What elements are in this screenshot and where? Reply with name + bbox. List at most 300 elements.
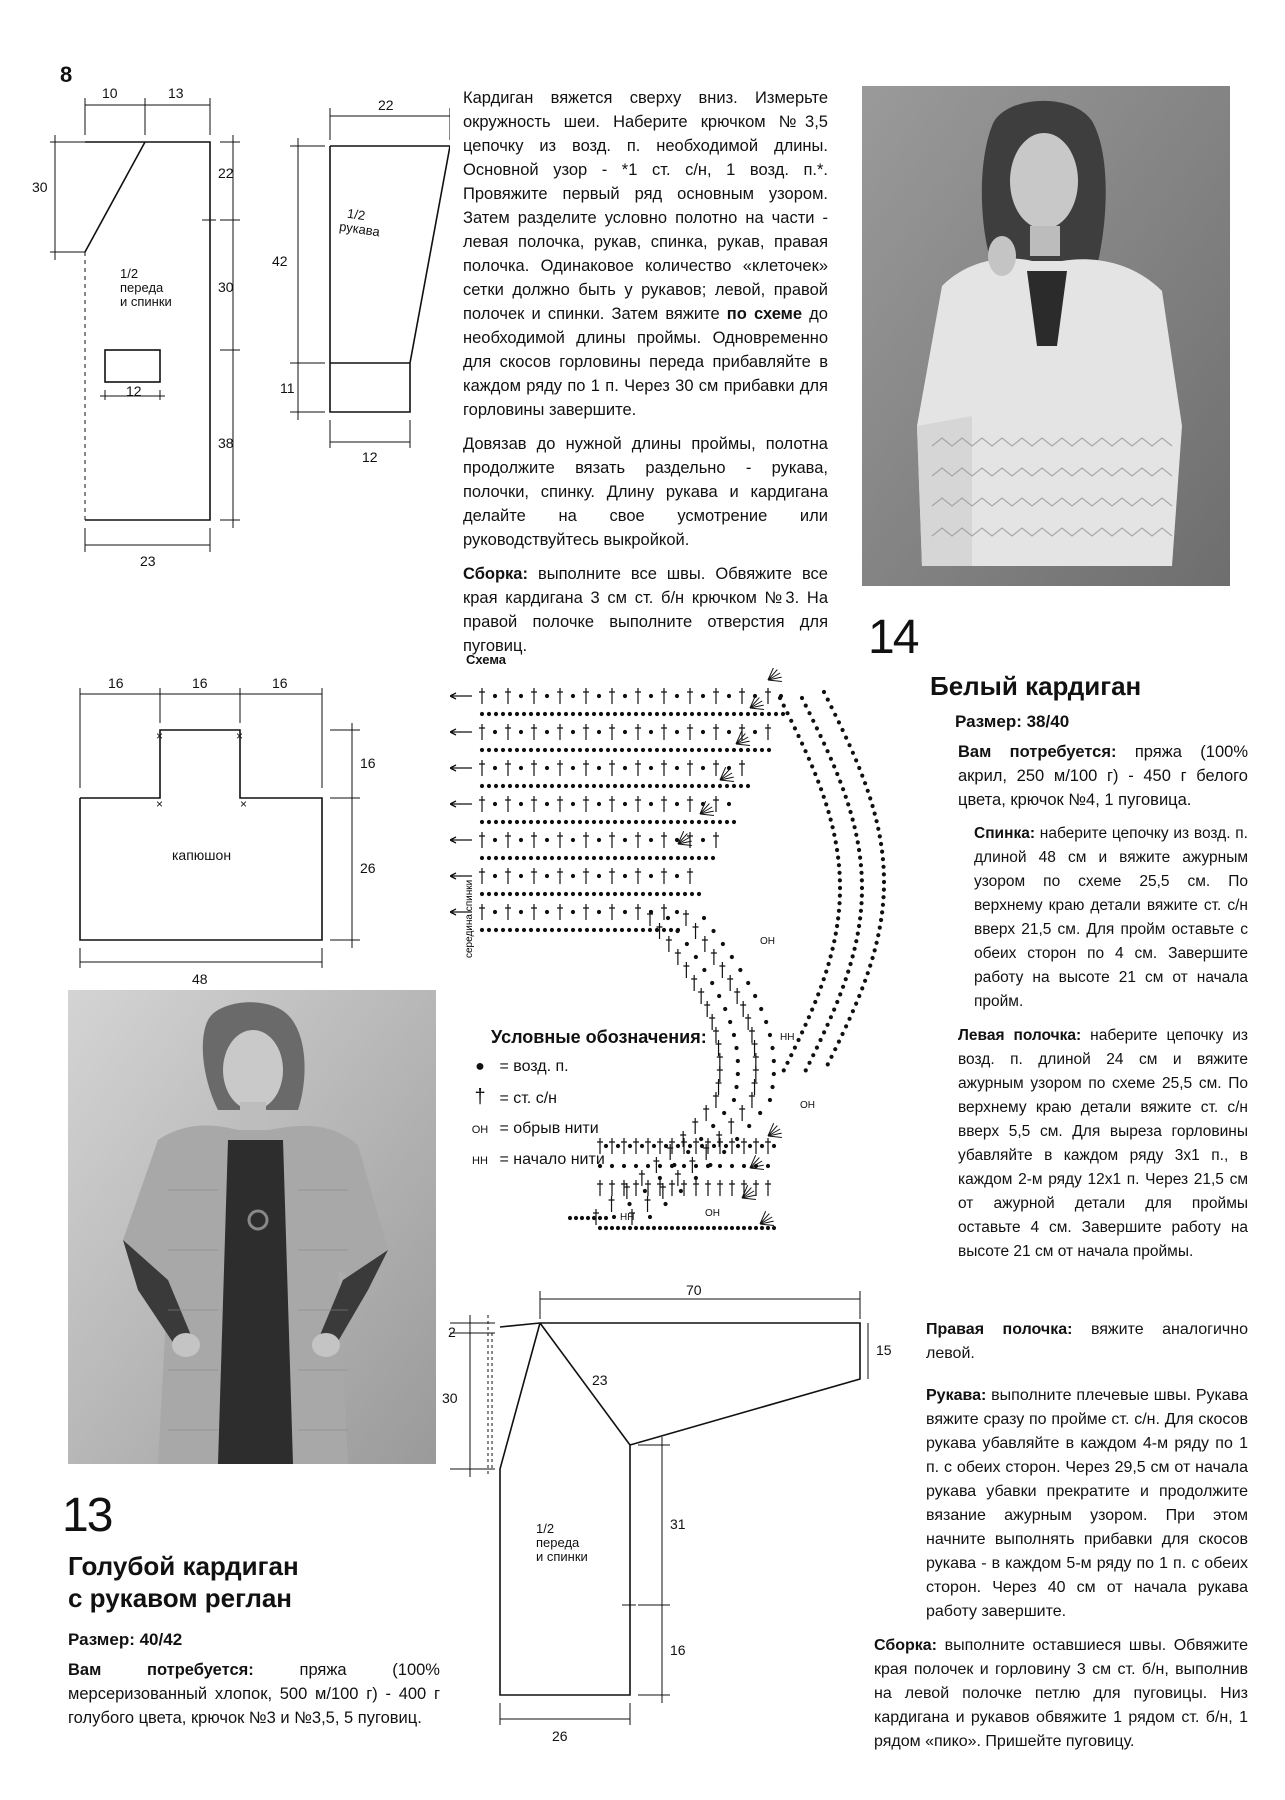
chain-stitch <box>675 730 678 733</box>
chain-stitch <box>851 818 854 821</box>
chain-stitch <box>877 934 880 937</box>
chain-stitch <box>768 1098 771 1101</box>
chain-stitch <box>711 712 714 715</box>
chain-stitch <box>825 803 828 806</box>
raglan-dim-26: 26 <box>552 1728 568 1744</box>
chain-stitch <box>522 892 525 895</box>
chain-stitch <box>620 712 623 715</box>
dc-stitch <box>583 832 589 848</box>
sleeve-dim-left: 42 <box>272 253 288 269</box>
chain-stitch <box>487 712 490 715</box>
chain-stitch <box>826 698 829 701</box>
dc-stitch <box>719 962 725 978</box>
chain-stitch <box>480 784 483 787</box>
legend-on-text: = обрыв нити <box>499 1120 599 1137</box>
chain-stitch <box>847 970 850 973</box>
chain-stitch <box>697 748 700 751</box>
chain-stitch <box>829 1016 832 1019</box>
chain-stitch <box>604 1216 607 1219</box>
chain-stitch <box>690 784 693 787</box>
chain-stitch <box>623 910 626 913</box>
chain-stitch <box>641 748 644 751</box>
chain-stitch <box>754 994 757 997</box>
dc-stitch <box>687 688 693 704</box>
chain-stitch <box>844 1025 847 1028</box>
chain-stitch <box>697 856 700 859</box>
chain-stitch <box>704 748 707 751</box>
chain-stitch <box>623 802 626 805</box>
chain-stitch <box>666 916 669 919</box>
chain-stitch <box>736 1059 739 1062</box>
chain-stitch <box>704 784 707 787</box>
dc-stitch <box>505 868 511 884</box>
chain-stitch <box>786 712 789 715</box>
chain-stitch <box>480 856 483 859</box>
chain-stitch <box>487 856 490 859</box>
chain-stitch <box>493 802 496 805</box>
chain-stitch <box>855 759 858 762</box>
dc-stitch <box>740 1001 746 1017</box>
chain-stitch <box>711 856 714 859</box>
chain-stitch <box>839 780 842 783</box>
dc-stitch <box>635 868 641 884</box>
chain-stitch <box>564 748 567 751</box>
chain-stitch <box>704 820 707 823</box>
fan-stitch <box>736 744 750 745</box>
chain-stitch <box>675 802 678 805</box>
row-arrow <box>450 765 472 771</box>
chain-stitch <box>597 694 600 697</box>
chain-stitch <box>655 784 658 787</box>
chain-stitch <box>878 926 881 929</box>
raglan-dim-16: 16 <box>670 1642 686 1658</box>
chain-stitch <box>623 694 626 697</box>
chain-stitch <box>648 784 651 787</box>
chain-stitch <box>860 894 863 897</box>
chain-stitch <box>841 985 844 988</box>
chain-stitch <box>718 1226 721 1229</box>
fan-stitch <box>768 1136 782 1137</box>
chain-stitch <box>793 727 796 730</box>
dc-stitch <box>687 868 693 884</box>
pattern14-back-label: Спинка: <box>974 825 1035 842</box>
chain-stitch <box>861 987 864 990</box>
chain-stitch <box>622 1226 625 1229</box>
chain-stitch <box>641 892 644 895</box>
chain-stitch <box>627 712 630 715</box>
chain-stitch <box>858 766 861 769</box>
chain-stitch <box>790 1054 793 1057</box>
photo-blue-cardigan <box>68 990 436 1464</box>
chain-stitch <box>623 874 626 877</box>
chain-stitch <box>834 1048 837 1051</box>
chain-stitch <box>822 742 825 745</box>
chain-stitch <box>519 874 522 877</box>
chain-stitch <box>829 757 832 760</box>
dc-stitch <box>691 975 697 991</box>
fan-stitch <box>700 814 714 815</box>
chain-stitch <box>841 788 844 791</box>
chain-stitch <box>772 1226 775 1229</box>
chain-stitch <box>487 892 490 895</box>
chain-stitch <box>727 766 730 769</box>
dc-stitch <box>661 688 667 704</box>
chain-stitch <box>655 748 658 751</box>
chain-stitch <box>732 748 735 751</box>
dc-stitch <box>713 796 719 812</box>
hood-dim-r2: 26 <box>360 860 376 876</box>
chain-stitch <box>641 784 644 787</box>
chain-stitch <box>662 784 665 787</box>
chain-stitch <box>658 1226 661 1229</box>
scheme-mark-nn-2: НН <box>620 1212 635 1223</box>
chain-stitch <box>543 712 546 715</box>
dc-stitch <box>687 796 693 812</box>
dc-stitch <box>635 904 641 920</box>
chain-stitch <box>881 858 884 861</box>
chain-stitch <box>834 713 837 716</box>
chain-stitch <box>550 784 553 787</box>
dc-stitch <box>734 988 740 1004</box>
chain-stitch <box>683 856 686 859</box>
pattern13-text-p2: Довязав до нужной длины проймы, полотна продолжите вязать раздельно - рукава, полочки, спинку. Длину рукава и кардигана делайте на свое усмотрение или руководствуйтесь выкройкой. <box>463 435 828 549</box>
fan-stitch <box>742 1198 756 1199</box>
dc-stitch <box>753 1138 759 1154</box>
dc-stitch <box>683 910 689 926</box>
dc-stitch <box>741 1138 747 1154</box>
pattern13-materials <box>68 1658 440 1730</box>
chain-stitch <box>718 748 721 751</box>
chain-stitch <box>701 838 704 841</box>
dc-stitch <box>645 1180 651 1196</box>
row-arrow <box>450 801 472 807</box>
chain-stitch <box>825 970 828 973</box>
chain-stitch <box>571 730 574 733</box>
chain-stitch <box>585 928 588 931</box>
chain-stitch <box>711 820 714 823</box>
chain-stitch <box>835 848 838 851</box>
chain-stitch <box>838 886 841 889</box>
dc-stitch <box>687 724 693 740</box>
chain-stitch <box>515 928 518 931</box>
dc-stitch <box>669 1180 675 1196</box>
hood-label: капюшон <box>172 847 232 863</box>
chain-stitch <box>822 1031 825 1034</box>
chain-stitch <box>599 856 602 859</box>
hood-dim-b: 16 <box>192 675 208 691</box>
dc-stitch <box>683 962 689 978</box>
chain-stitch <box>585 820 588 823</box>
dc-stitch <box>745 1014 751 1030</box>
chain-stitch <box>869 797 872 800</box>
chain-stitch <box>519 838 522 841</box>
dc-stitch <box>531 832 537 848</box>
dc-stitch <box>657 1180 663 1196</box>
chain-stitch <box>676 929 679 932</box>
chain-stitch <box>536 784 539 787</box>
dc-stitch <box>609 868 615 884</box>
chain-stitch <box>833 940 836 943</box>
chain-stitch <box>855 833 858 836</box>
dc-stitch <box>479 796 485 812</box>
chain-stitch <box>683 712 686 715</box>
chain-stitch <box>529 748 532 751</box>
dc-stitch <box>635 688 641 704</box>
chain-stitch <box>599 892 602 895</box>
chain-stitch <box>853 826 856 829</box>
chain-stitch <box>742 1226 745 1229</box>
chain-stitch <box>545 802 548 805</box>
chain-stitch <box>669 928 672 931</box>
chain-stitch <box>585 892 588 895</box>
chain-stitch <box>515 712 518 715</box>
chain-stitch <box>508 820 511 823</box>
raglan-dim-31: 31 <box>670 1516 686 1532</box>
chain-stitch <box>690 820 693 823</box>
chain-stitch <box>871 956 874 959</box>
pattern13-text-p1: Кардиган вяжется сверху вниз. Измерьте окружность шеи. Наберите крючком №3,5 цепочку из возд. п. необходимой длины. Основной узор - *1 ст. с/н, 1 возд. п.*. Провяжите первый ряд основным узором. Затем разделите условно полотно на части - левая полочка, рукав, спинка, рукав, правая полочка. Одинаковое количество «клеточек» сетки должно быть у рукавов; левой, правой полочек и спинки. Затем вяжите <box>463 89 828 323</box>
chain-stitch <box>508 892 511 895</box>
chain-stitch <box>851 751 854 754</box>
chain-stitch <box>882 873 885 876</box>
pattern14-need-text: пряжа (100% акрил, 250 м/100 г) - 450 г белого цвета, крючок №4, 1 пуговица. <box>958 743 1248 809</box>
raglan-label-3: и спинки <box>536 1549 588 1564</box>
chain-stitch <box>869 964 872 967</box>
chain-stitch <box>598 1216 601 1219</box>
dc-stitch <box>728 1118 734 1134</box>
chain-stitch <box>557 784 560 787</box>
chain-stitch <box>494 712 497 715</box>
pattern13-number: 13 <box>62 1489 112 1542</box>
chain-stitch <box>508 748 511 751</box>
chain-stitch <box>732 784 735 787</box>
chain-stitch <box>831 947 834 950</box>
pattern14-description-3 <box>874 1384 1248 1764</box>
chain-stitch <box>620 820 623 823</box>
chain-stitch <box>599 928 602 931</box>
chain-stitch <box>712 1226 715 1229</box>
scheme-mark-on-2: ОН <box>800 1100 815 1111</box>
dc-stitch <box>609 760 615 776</box>
chain-stitch <box>856 841 859 844</box>
body-dim-left: 30 <box>32 179 48 195</box>
chain-stitch <box>578 928 581 931</box>
chain-stitch <box>613 856 616 859</box>
chain-stitch <box>571 838 574 841</box>
chain-stitch <box>736 1072 739 1075</box>
chain-stitch <box>670 1226 673 1229</box>
chain-stitch <box>694 1176 697 1179</box>
chain-stitch <box>536 820 539 823</box>
crochet-scheme <box>450 668 930 1288</box>
chain-stitch <box>662 892 665 895</box>
chain-stitch <box>767 748 770 751</box>
dc-stitch <box>753 1066 759 1082</box>
chain-stitch <box>724 1007 727 1010</box>
dc-stitch <box>713 832 719 848</box>
dc-stitch <box>583 904 589 920</box>
pattern14-left-text: наберите цепочку из возд. п. длиной 24 см и вяжите ажурным узором по схеме 25,5 см. По верхнему краю детали вяжите ст. с/н вверх 5,5 см. Для выреза горловины убавляйте в каждом ряду 3х1 п., в каждом 2-м ряду 12х1 п. Через 21,5 см от ажурной детали для проймы оставьте 4 см. Завершите работу на высоте 21 см от начала проймы. <box>958 1027 1249 1260</box>
chain-stitch <box>649 694 652 697</box>
chain-stitch <box>550 856 553 859</box>
pattern14-sleeve-text: выполните плечевые швы. Рукава вяжите сразу по пройме ст. с/н. Для скосов рукава убавляйте в каждом 4-м ряду по 1 п. с обеих сторон. Через 29,5 см от начала рукава убавки прекратите и продолжите вязание ажурным узором. При этом начните выполнять прибавки для скосов рукава - в каждом 5-м ряду по 1 п. с обеих сторон. Через 40 см от начала рукава работу завершите. <box>926 1387 1248 1620</box>
chain-stitch <box>571 784 574 787</box>
dc-stitch <box>505 724 511 740</box>
dc-stitch <box>765 688 771 704</box>
chain-stitch <box>833 1008 836 1011</box>
chain-stitch <box>863 782 866 785</box>
chain-stitch <box>837 917 840 920</box>
chain-stitch <box>839 993 842 996</box>
chain-stitch <box>494 748 497 751</box>
chain-stitch <box>623 766 626 769</box>
dc-stitch <box>583 760 589 776</box>
chain-stitch <box>742 1164 745 1167</box>
chain-stitch <box>739 748 742 751</box>
chain-stitch <box>863 979 866 982</box>
hood-dim-bottom: 48 <box>192 971 208 987</box>
chain-stitch <box>494 856 497 859</box>
dc-stitch <box>661 796 667 812</box>
legend-nn-text: = начало нити <box>499 1151 605 1168</box>
chain-stitch <box>641 928 644 931</box>
legend-row <box>465 1052 725 1082</box>
chain-stitch <box>610 1226 613 1229</box>
chain-stitch <box>833 765 836 768</box>
chain-stitch <box>571 820 574 823</box>
chain-stitch <box>837 864 840 867</box>
pattern13-text-p1-bold: по схеме <box>726 305 803 323</box>
chain-stitch <box>772 1059 775 1062</box>
chain-stitch <box>812 1054 815 1057</box>
chain-stitch <box>682 1226 685 1229</box>
chain-stitch <box>829 955 832 958</box>
chain-stitch <box>634 748 637 751</box>
chain-stitch <box>543 784 546 787</box>
chain-stitch <box>597 730 600 733</box>
scheme-title: Схема <box>466 652 507 667</box>
body-dim-r2: 30 <box>218 279 234 295</box>
chain-stitch <box>836 1000 839 1003</box>
chain-stitch <box>480 892 483 895</box>
chain-stitch <box>592 856 595 859</box>
chain-stitch <box>487 784 490 787</box>
chain-stitch <box>819 788 822 791</box>
dc-stitch <box>557 760 563 776</box>
chain-stitch <box>571 874 574 877</box>
dc-stitch <box>479 904 485 920</box>
scheme-legend <box>465 1022 725 1176</box>
chain-stitch <box>683 784 686 787</box>
chain-stitch <box>613 784 616 787</box>
chain-stitch <box>826 1023 829 1026</box>
chain-stitch <box>765 1020 768 1023</box>
dc-stitch <box>609 904 615 920</box>
pattern14-size: Размер: 38/40 <box>955 712 1070 731</box>
pattern14-number: 14 <box>868 611 918 664</box>
pattern14-back-text: наберите цепочку из возд. п. длиной 48 см и вяжите ажурным узором по схеме 25,5 см. По верхнему краю детали вяжите ст. с/н вверх 21,5 см. Для пройм оставьте с обеих сторон по 4 см. Завершите работу на высоте 21 см от начала пройм. <box>974 825 1248 1010</box>
sleeve-label-1: 1/2 <box>346 205 367 224</box>
raglan-label-2: переда <box>536 1535 580 1550</box>
chain-stitch <box>662 820 665 823</box>
chain-stitch <box>817 993 820 996</box>
chain-stitch <box>718 994 721 997</box>
chain-stitch <box>599 748 602 751</box>
chain-stitch <box>675 910 678 913</box>
chain-stitch <box>664 1226 667 1229</box>
chain-stitch <box>557 712 560 715</box>
dc-stitch <box>739 760 745 776</box>
chain-stitch <box>550 928 553 931</box>
chain-stitch <box>522 712 525 715</box>
chain-stitch <box>851 1010 854 1013</box>
chain-stitch <box>480 820 483 823</box>
chain-stitch <box>592 928 595 931</box>
chain-stitch <box>515 892 518 895</box>
dc-stitch <box>717 1180 723 1196</box>
chain-stitch <box>649 874 652 877</box>
dc-stitch <box>702 936 708 952</box>
chain-stitch <box>564 856 567 859</box>
pattern14-description-2 <box>926 1318 1248 1376</box>
chain-stitch <box>688 1226 691 1229</box>
chain-stitch <box>676 820 679 823</box>
chain-stitch <box>694 1226 697 1229</box>
chain-stitch <box>725 712 728 715</box>
chain-stitch <box>771 1046 774 1049</box>
chain-stitch <box>519 694 522 697</box>
chain-stitch <box>571 910 574 913</box>
dc-stitch <box>645 1196 651 1212</box>
chain-stitch <box>634 892 637 895</box>
chain-stitch <box>606 856 609 859</box>
chain-stitch <box>604 1226 607 1229</box>
chain-stitch <box>508 784 511 787</box>
chain-stitch <box>697 820 700 823</box>
dc-stitch <box>660 1183 666 1199</box>
chain-stitch <box>598 1226 601 1229</box>
chain-stitch <box>529 892 532 895</box>
chain-stitch <box>746 784 749 787</box>
chain-stitch <box>736 1137 739 1140</box>
chain-stitch <box>545 694 548 697</box>
chain-stitch <box>711 748 714 751</box>
legend-dc-text: = ст. с/н <box>499 1090 557 1107</box>
chain-stitch <box>536 928 539 931</box>
chain-stitch <box>501 928 504 931</box>
chain-stitch <box>856 932 859 935</box>
chain-stitch <box>643 1189 646 1192</box>
chain-stitch <box>807 757 810 760</box>
chain-stitch <box>574 1216 577 1219</box>
fan-stitch <box>768 680 782 681</box>
chain-stitch <box>522 784 525 787</box>
chain-stitch <box>529 820 532 823</box>
chain-stitch <box>848 1017 851 1020</box>
chain-stitch <box>641 820 644 823</box>
chain-stitch <box>634 712 637 715</box>
chain-stitch <box>826 750 829 753</box>
chain-stitch <box>760 1226 763 1229</box>
chain-stitch <box>578 748 581 751</box>
chain-stitch <box>858 994 861 997</box>
chain-stitch <box>623 730 626 733</box>
chain-stitch <box>834 932 837 935</box>
chain-stitch <box>634 820 637 823</box>
chain-stitch <box>649 802 652 805</box>
chain-stitch <box>557 820 560 823</box>
dc-stitch <box>597 1180 603 1196</box>
